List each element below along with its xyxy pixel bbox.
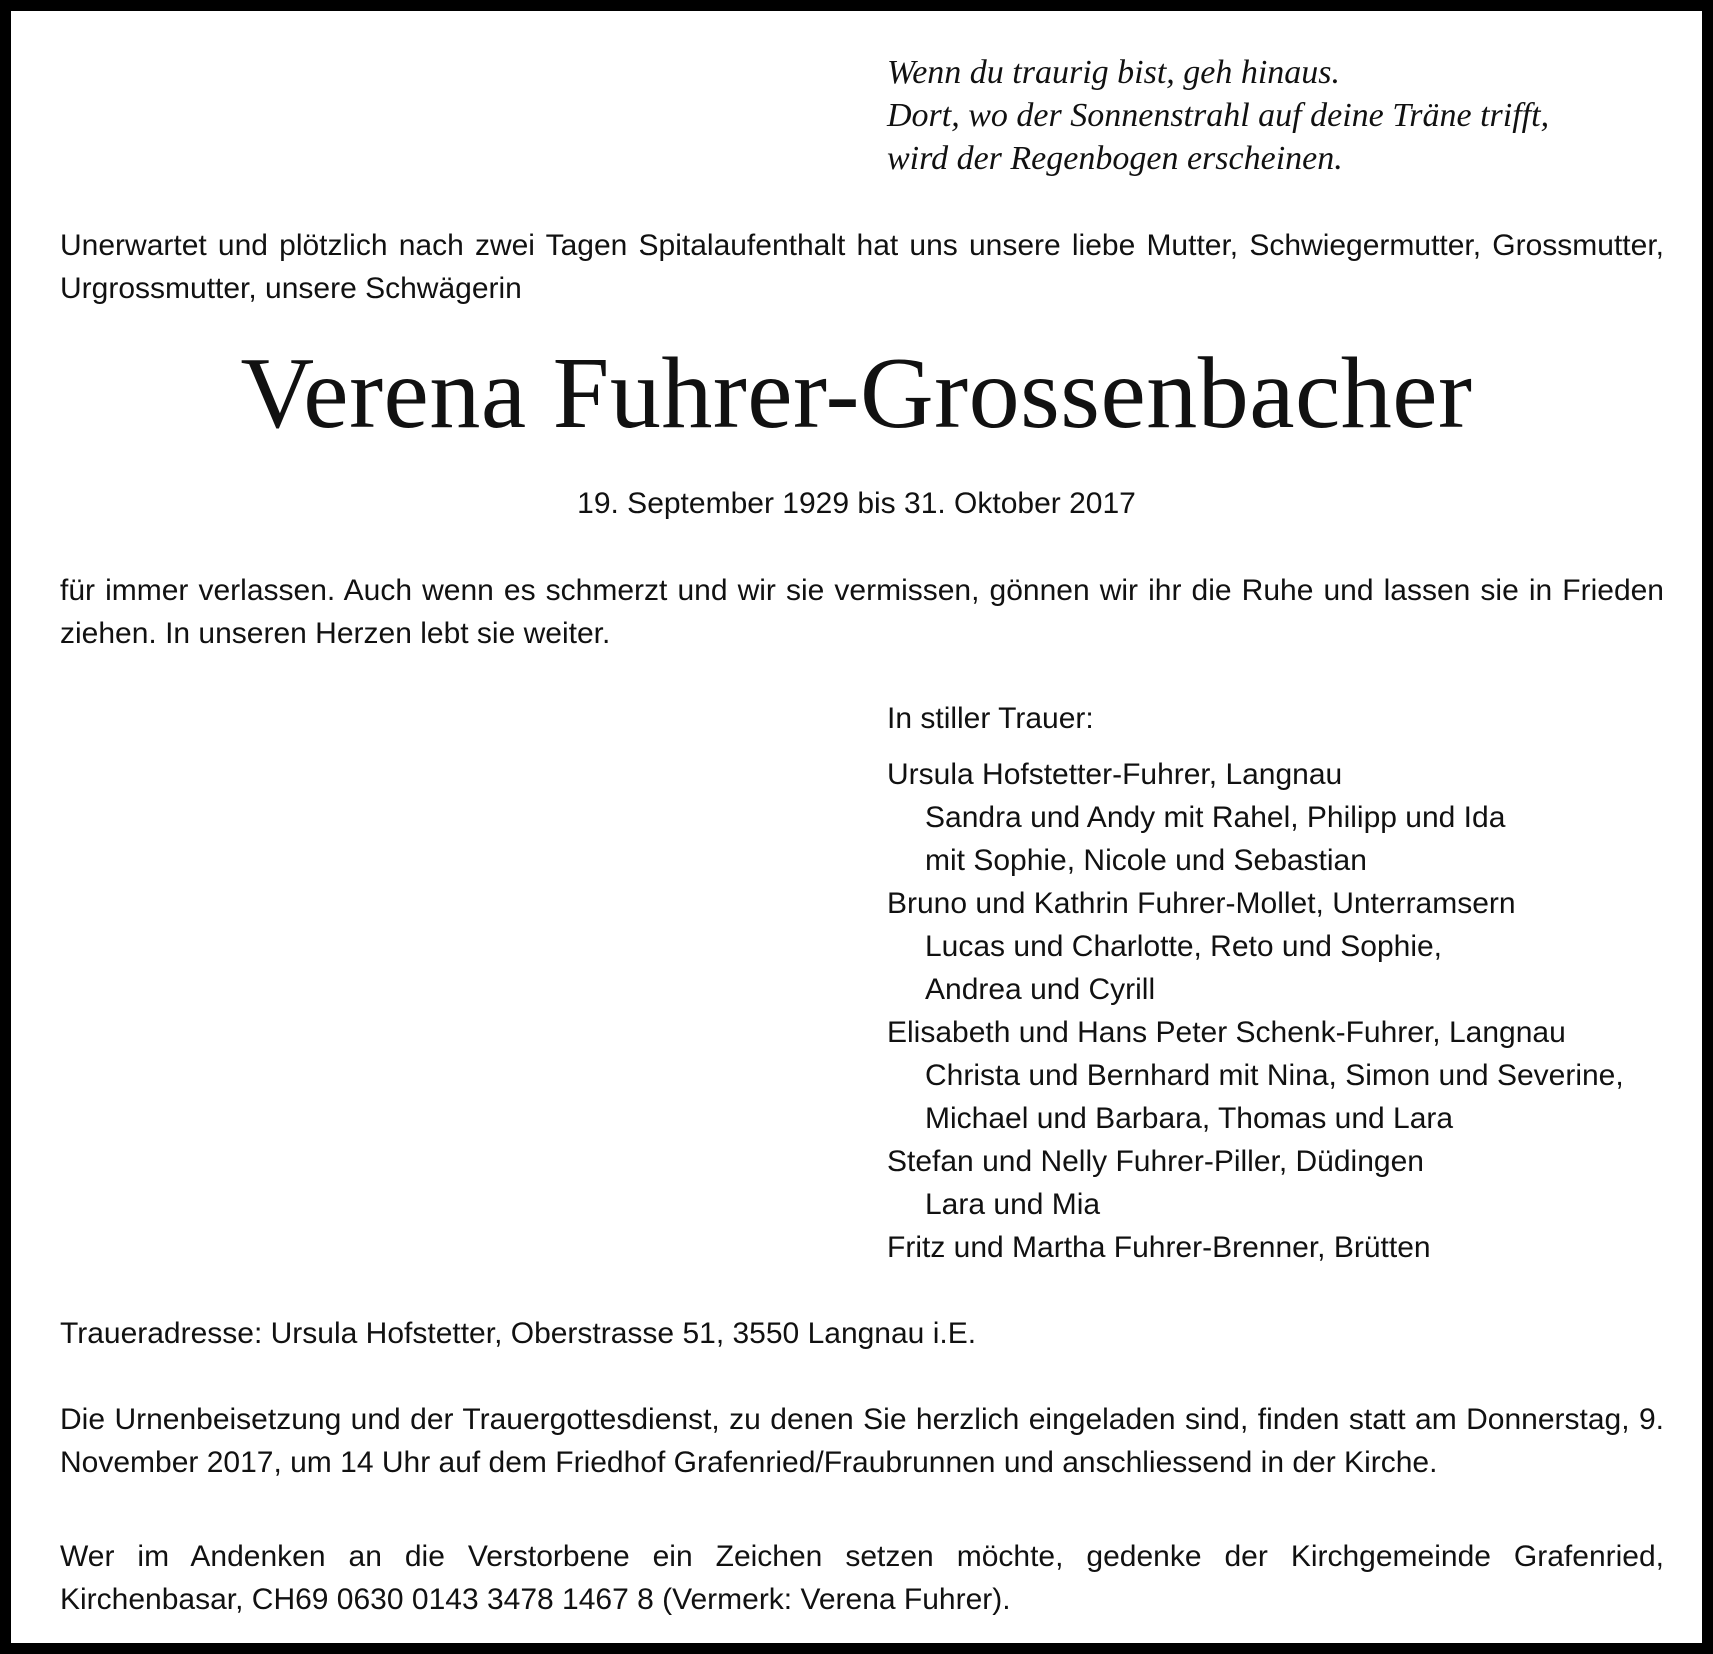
poem [887,51,1687,180]
mourner-line: Lucas und Charlotte, Reto und Sophie, [925,930,1443,963]
mourner-line: Fritz und Martha Fuhrer-Brenner, Brütten [887,1231,1431,1264]
mourner-line: Stefan und Nelly Fuhrer-Piller, Düdingen [887,1145,1424,1178]
mourner-line: Elisabeth und Hans Peter Schenk-Fuhrer, Langnau [887,1016,1566,1049]
life-dates: 19. September 1929 bis 31. Oktober 2017 [577,487,1136,520]
mourner-line: Bruno und Kathrin Fuhrer-Mollet, Unterramsern [887,887,1516,920]
service-paragraph: Die Urnenbeisetzung und der Trauergottesdienst, zu denen Sie herzlich eingeladen sind, finden statt am Donnerstag, 9. November 2017, um 14 Uhr auf dem Friedhof Grafenried/Fraubrunnen und anschliessend in der Kirche. [60,1403,1664,1479]
poem-line: wird der Regenbogen erscheinen. [887,140,1343,177]
mourning-address: Traueradresse: Ursula Hofstetter, Oberstrasse 51, 3550 Langnau i.E. [60,1317,977,1350]
mourner-line: Sandra und Andy mit Rahel, Philipp und Ida [925,801,1506,834]
donation-paragraph: Wer im Andenken an die Verstorbene ein Zeichen setzen möchte, gedenke der Kirchgemeinde Grafenried, Kirchenbasar, CH69 0630 0143 3478 1467 8 (Vermerk: Verena Fuhrer). [60,1540,1664,1616]
poem-line: Dort, wo der Sonnenstrahl auf deine Träne trifft, [887,97,1550,134]
mourner-line: Ursula Hofstetter-Fuhrer, Langnau [887,758,1343,791]
mourner-line: Andrea und Cyrill [925,973,1156,1006]
mourners-heading: In stiller Trauer: [887,702,1094,735]
mourner-line: Michael und Barbara, Thomas und Lara [925,1102,1454,1135]
deceased-name: Verena Fuhrer-Grossenbacher [240,337,1473,450]
mourner-line: Christa und Bernhard mit Nina, Simon und Severine, [925,1059,1624,1092]
farewell-paragraph: für immer verlassen. Auch wenn es schmerzt und wir sie vermissen, gönnen wir ihr die Ruhe und lassen sie in Frieden ziehen. In unseren Herzen lebt sie weiter. [60,574,1664,650]
mourners-list [887,697,1687,1269]
mourner-line: Lara und Mia [925,1188,1101,1221]
mourner-line: mit Sophie, Nicole und Sebastian [925,844,1367,877]
poem-line: Wenn du traurig bist, geh hinaus. [887,54,1341,91]
intro-paragraph: Unerwartet und plötzlich nach zwei Tagen Spitalaufenthalt hat uns unsere liebe Mutter, Schwiegermutter, Grossmutter, Urgrossmutter, unsere Schwägerin [60,229,1664,305]
